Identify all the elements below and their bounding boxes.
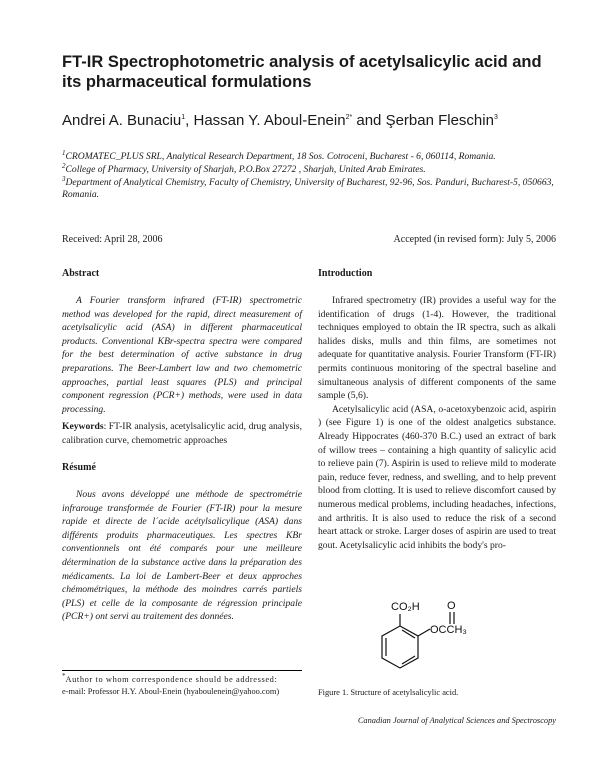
introduction-body xyxy=(318,294,556,552)
introduction-heading: Introduction xyxy=(318,268,373,279)
author-2-affil: 2* xyxy=(345,114,353,121)
author-2: Hassan Y. Aboul-Enein xyxy=(193,112,346,129)
footnote-rule xyxy=(62,670,302,671)
received-date: Received: April 28, 2006 xyxy=(62,234,163,245)
author-list: Andrei A. Bunaciu$^1$, Hassan Y. Aboul-Enein$^{2*}$ and Şerban Fleschin$^3$ xyxy=(62,112,498,129)
keywords xyxy=(62,420,302,447)
benzene-ring xyxy=(382,626,418,668)
footnote-line-1: Author to whom correspondence should be addressed: xyxy=(65,675,278,684)
keywords-text: : FT-IR analysis, acetylsalicylic acid, drug analysis, calibration curve, chemometric approaches xyxy=(62,421,302,446)
carbonyl-oxygen-label: O xyxy=(447,600,456,612)
ester-bond xyxy=(418,629,430,636)
author-1: Andrei A. Bunaciu xyxy=(62,112,182,129)
co2h-label: CO₂H xyxy=(391,601,420,613)
occh3-label: OCCH₃ xyxy=(430,624,467,636)
footnote: *Author to whom correspondence should be addressed: e-mail: Professor H.Y. Aboul-Enein (hyaboulenein@yahoo.com) xyxy=(62,674,302,698)
resume-body: Nous avons développé une méthode de spectrométrie infrarouge transformée de Fourier (FT-IR) pour la mesure rapide et directe de l´acide acétylsalicylique (ASA) dans différents produits pharmaceutiques. Les spectres KBr conventionnels ont été comparés pour une meilleure détermination de la substance active dans la préparation des médicaments. La loi de Lambert-Beer et deux approches chémométriques, la méthode des moindres carrés partiels (PLS) et celle de la composante de régression principale (PCR+) ont servi au traitement des données. xyxy=(62,489,302,623)
introduction-paragraph-2: Acetylsalicylic acid (ASA, o-acetoxybenzoic acid, aspirin ) (see Figure 1) is one of the oldest analgetics substance. Already Hippocrates (460-370 B.C.) used an extract of bark of willow trees – containing a high quantity of salicylic acid to relieve pain (7). Aspirin is used to relieve mild to moderate pain, reduce fever, redness, and swelling, and to help prevent blood from clotting. It is used to relieve discomfort caused by numerous medical problems, including headaches, infections, and arthritis. It is also used to reduce the risk of a second heart attack or stroke. Larger doses of aspirin are used to treat gout. Acetylsalicylic acid inhibits the body's pro- xyxy=(318,403,556,551)
author-1-affil: 1 xyxy=(181,114,186,121)
affiliation-1: $^1$CROMATEC_PLUS SRL, Analytical Research Department, 18 Sos. Cotroceni, Bucharest - 6, 060114, Romania. xyxy=(62,148,496,162)
affiliation-2: $^2$College of Pharmacy, University of Sharjah, P.O.Box 27272 , Sharjah, United Arab Emirates. xyxy=(62,161,426,175)
introduction-paragraph-1: Infrared spectrometry (IR) provides a useful way for the identification of drugs (1-4). However, the traditional techniques employed to obtain the IR spectra, such as alkali halides disks, mulls and thin films, are sometimes not adequate for quantitative analysis. Fourier Transform (FT-IR) permits continuous monitoring of the spectral baseline and simultaneous analysis of different components of the same sample (5,6). xyxy=(318,295,556,402)
footnote-line-2: e-mail: Professor H.Y. Aboul-Enein (hyaboulenein@yahoo.com) xyxy=(62,687,280,696)
keywords-label: Keywords xyxy=(62,421,104,432)
abstract-heading: Abstract xyxy=(62,268,100,279)
resume-heading: Résumé xyxy=(62,462,96,473)
paper-title: FT-IR Spectrophotometric analysis of acetylsalicylic acid and its pharmaceutical formulations xyxy=(62,53,542,91)
author-3-affil: 3 xyxy=(493,114,498,121)
abstract-body: A Fourier transform infrared (FT-IR) spectrometric method was developed for the rapid, direct measurement of acetylsalicylic acid (ASA) in different pharmaceutical products. Conventional KBr-spectra spectra were compared for the best determination of active substance in drug preparations. The Beer-Lambert law and two chemometric approaches, partial least squares (PLS) and principal component regression (PCR+) methods, were used in data processing. xyxy=(62,295,302,415)
affiliation-3: $^3$Department of Analytical Chemistry, Faculty of Chemistry, University of Bucharest, 92-96, Sos. Panduri, Bucharest-5, 050663, Romania. xyxy=(62,174,554,200)
figure-caption: Figure 1. Structure of acetylsalicylic acid. xyxy=(318,688,459,697)
author-3: Şerban Fleschin xyxy=(385,112,494,129)
author-conjunction: and xyxy=(356,112,382,129)
accepted-date: Accepted (in revised form): July 5, 2006 xyxy=(393,234,556,245)
aspirin-structure-figure xyxy=(360,598,510,682)
journal-name: Canadian Journal of Analytical Sciences and Spectroscopy xyxy=(357,716,556,725)
